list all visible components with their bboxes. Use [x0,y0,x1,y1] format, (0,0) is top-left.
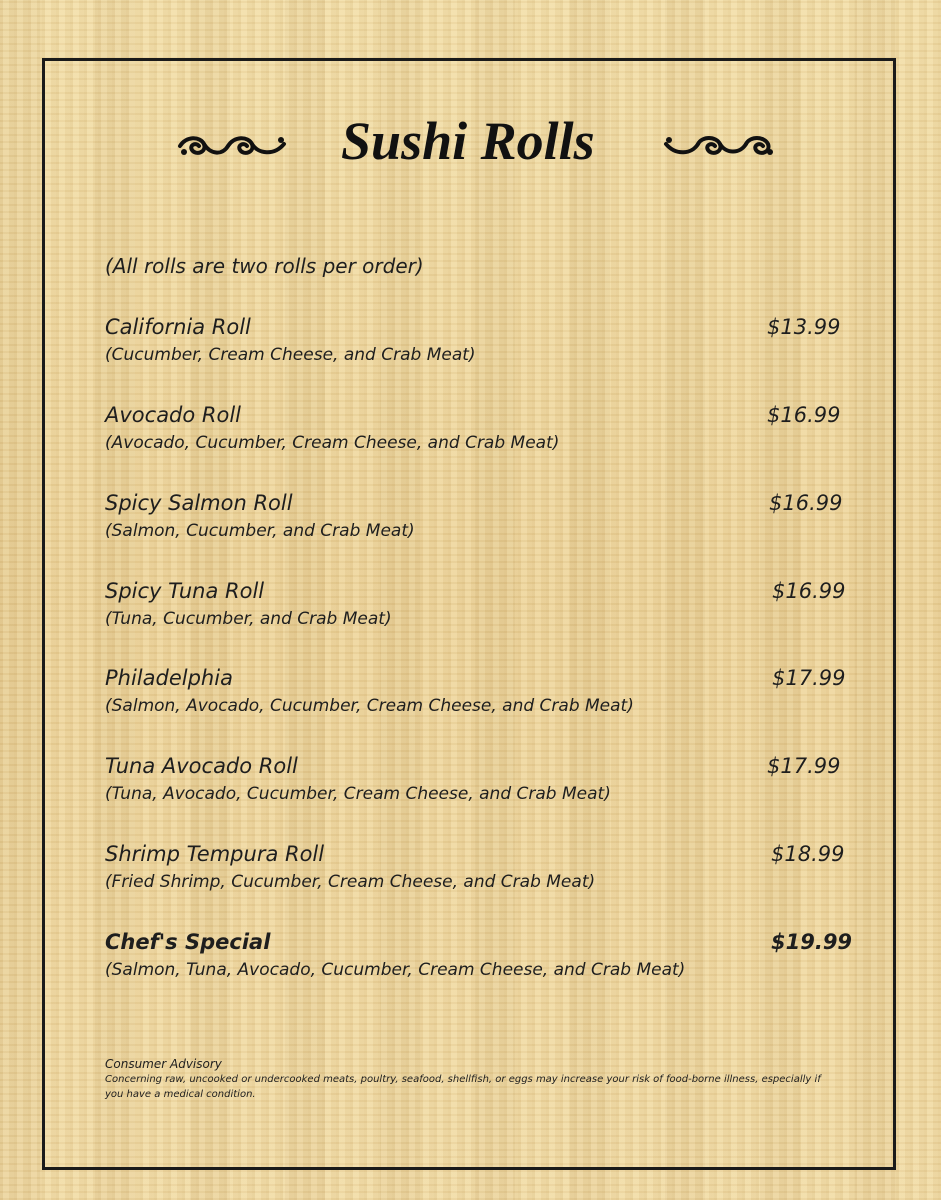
item-price: $19.99 [771,930,853,954]
item-price: $18.99 [771,842,845,866]
item-price: $17.99 [772,666,846,690]
menu-item-shrimp-tempura-roll [105,840,845,900]
item-price: $17.99 [767,754,841,778]
item-description: (Salmon, Tuna, Avocado, Cucumber, Cream Cheese, and Crab Meat) [105,960,686,980]
item-price: $16.99 [772,579,846,603]
menu-item-avocado-roll [105,401,845,461]
scroll-ornament-left-icon [176,130,288,160]
item-name: Avocado Roll [105,403,242,427]
menu-item-chefs-special [105,928,853,988]
advisory-text: Concerning raw, uncooked or undercooked meats, poultry, seafood, shellfish, or eggs may increase your risk of food-borne illness, especially if you have a medical condition. [105,1074,821,1100]
item-name: Chef's Special [105,930,271,954]
item-name: Philadelphia [105,666,233,690]
advisory-title: Consumer Advisory [105,1057,222,1071]
page-title: Sushi Rolls [341,111,595,171]
item-name: Spicy Salmon Roll [105,491,293,515]
order-note: (All rolls are two rolls per order) [105,254,424,278]
menu-item-philadelphia [105,664,845,724]
item-description: (Fried Shrimp, Cucumber, Cream Cheese, and Crab Meat) [105,872,596,892]
item-name: Shrimp Tempura Roll [105,842,325,866]
item-name: Tuna Avocado Roll [105,754,298,778]
item-description: (Tuna, Avocado, Cucumber, Cream Cheese, and Crab Meat) [105,784,611,804]
menu-item-spicy-salmon-roll [105,489,845,549]
item-price: $13.99 [767,315,841,339]
item-name: California Roll [105,315,251,339]
title-row [0,108,941,178]
consumer-advisory [105,1057,825,1102]
item-description: (Tuna, Cucumber, and Crab Meat) [105,609,392,629]
menu-item-spicy-tuna-roll [105,577,845,637]
scroll-ornament-right-icon [662,130,774,160]
menu-item-tuna-avocado-roll [105,752,845,812]
item-description: (Cucumber, Cream Cheese, and Crab Meat) [105,345,476,365]
menu-item-california-roll [105,313,845,373]
item-price: $16.99 [769,491,843,515]
item-name: Spicy Tuna Roll [105,579,265,603]
item-description: (Avocado, Cucumber, Cream Cheese, and Crab Meat) [105,433,560,453]
item-description: (Salmon, Cucumber, and Crab Meat) [105,521,415,541]
item-description: (Salmon, Avocado, Cucumber, Cream Cheese, and Crab Meat) [105,696,634,716]
item-price: $16.99 [767,403,841,427]
